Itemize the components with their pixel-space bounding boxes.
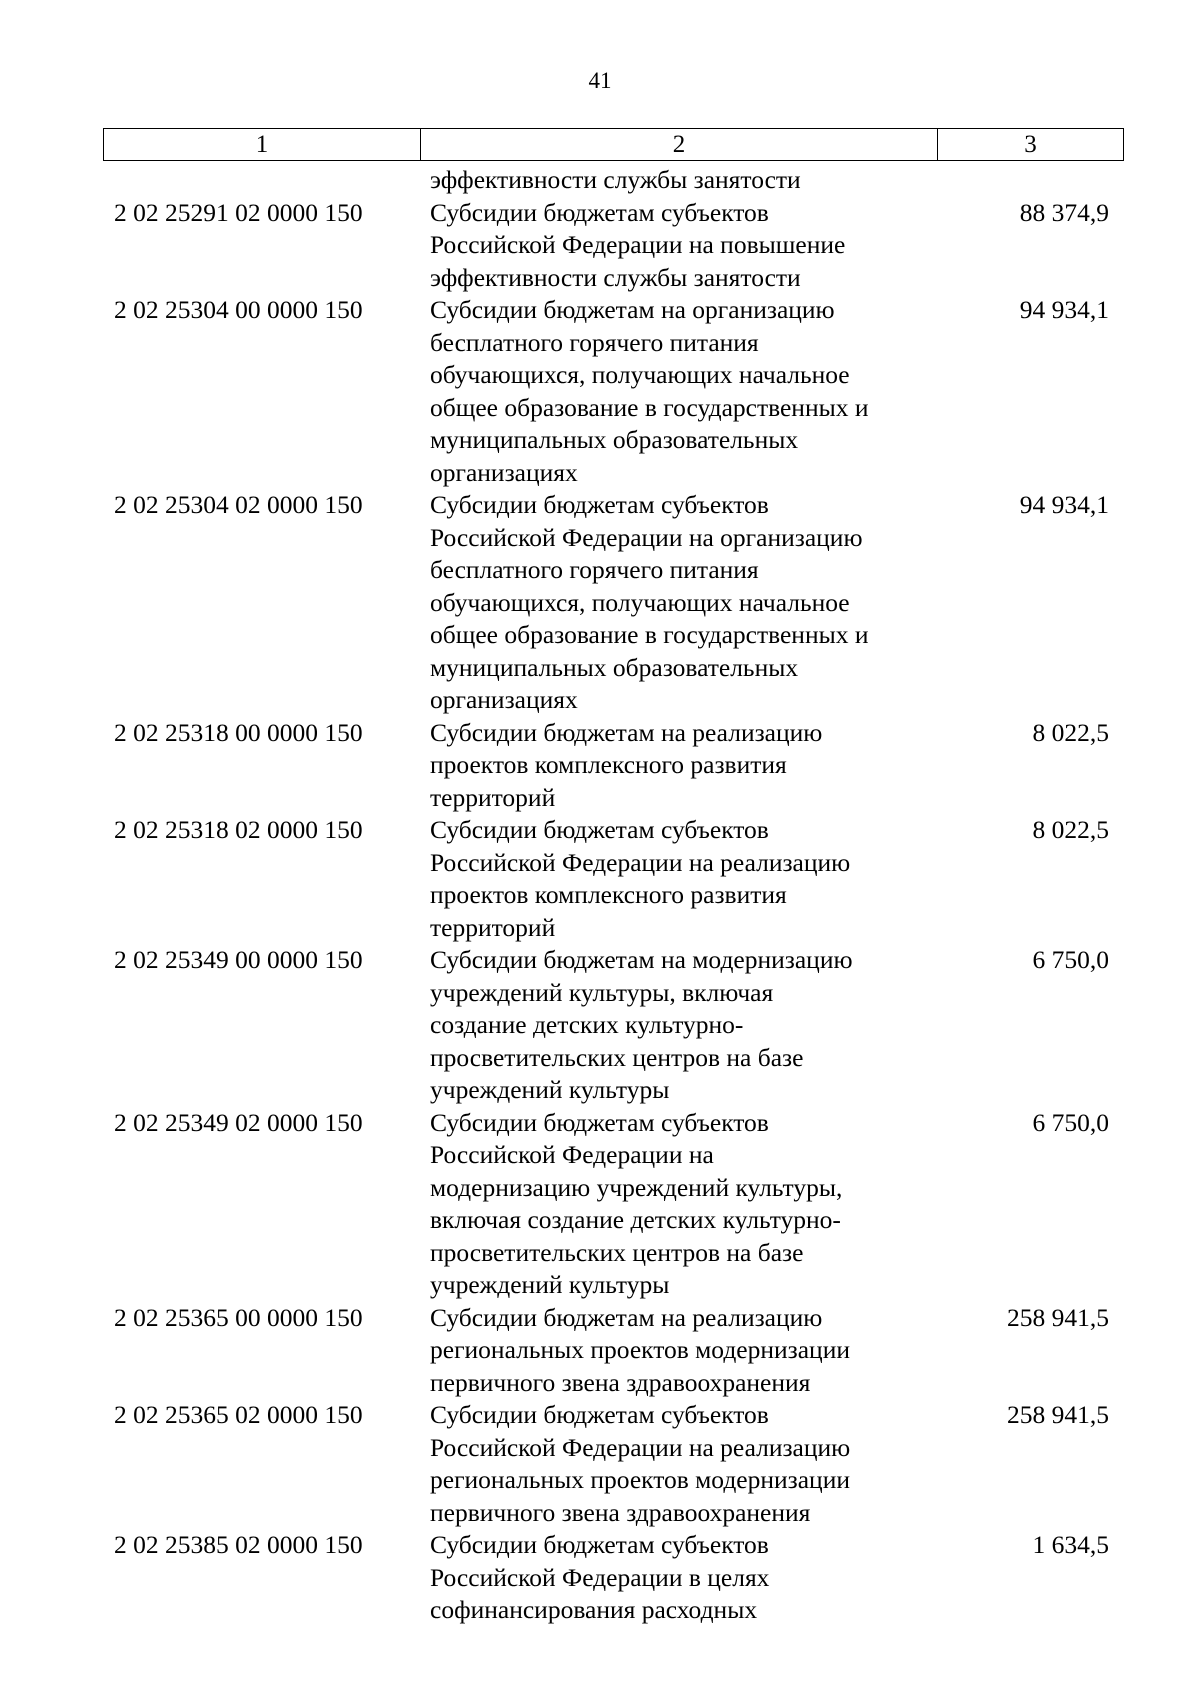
table-row bbox=[103, 1302, 1120, 1400]
description-line: Субсидии бюджетам субъектов bbox=[430, 815, 769, 844]
description-line: муниципальных образовательных bbox=[430, 652, 799, 682]
amount: 258 941,5 bbox=[1007, 1302, 1109, 1332]
description-line: создание детских культурно- bbox=[430, 1010, 744, 1039]
table-row bbox=[103, 489, 1120, 717]
table-row bbox=[103, 1399, 1120, 1529]
description bbox=[419, 1107, 935, 1302]
description-line: бесплатного горячего питания bbox=[430, 327, 759, 357]
budget-code: 2 02 25365 02 0000 150 bbox=[114, 1400, 363, 1429]
amount: 6 750,0 bbox=[1032, 1107, 1109, 1137]
description bbox=[419, 1399, 935, 1529]
description-line: Субсидии бюджетам субъектов bbox=[430, 197, 769, 227]
description bbox=[419, 197, 935, 295]
description-line: эффективности службы занятости bbox=[430, 262, 801, 292]
description-line: учреждений культуры bbox=[430, 1270, 670, 1299]
amount: 88 374,9 bbox=[1019, 197, 1109, 227]
budget-code: 2 02 25318 02 0000 150 bbox=[114, 815, 363, 844]
description bbox=[419, 717, 935, 815]
description-line: Российской Федерации на организацию bbox=[430, 522, 863, 552]
description-line: софинансирования расходных bbox=[430, 1595, 758, 1624]
description-line: Субсидии бюджетам на модернизацию bbox=[430, 945, 853, 974]
description bbox=[419, 1302, 935, 1400]
table-row bbox=[103, 814, 1120, 944]
header-col-3: 3 bbox=[938, 129, 1124, 161]
description-line: первичного звена здравоохранения bbox=[430, 1497, 811, 1527]
description-line: Российской Федерации на реализацию bbox=[430, 1432, 851, 1462]
description-line: Субсидии бюджетам на реализацию bbox=[430, 1302, 823, 1332]
table-row bbox=[103, 944, 1120, 1107]
budget-code: 2 02 25304 00 0000 150 bbox=[114, 295, 363, 324]
description-line: просветительских центров на базе bbox=[430, 1042, 804, 1072]
description bbox=[419, 944, 935, 1107]
description-line: Субсидии бюджетам на реализацию bbox=[430, 717, 823, 747]
table-header bbox=[103, 128, 1124, 161]
description-line: просветительских центров на базе bbox=[430, 1237, 804, 1267]
description-line: муниципальных образовательных bbox=[430, 425, 799, 454]
table-row bbox=[103, 1529, 1120, 1627]
description-line: включая создание детских культурно- bbox=[430, 1205, 841, 1234]
amount: 6 750,0 bbox=[1032, 945, 1109, 974]
table-row bbox=[103, 164, 1120, 197]
description-line: обучающихся, получающих начальное bbox=[430, 587, 850, 617]
description-line: первичного звена здравоохранения bbox=[430, 1367, 811, 1397]
description-line: организациях bbox=[430, 457, 578, 487]
budget-code: 2 02 25349 00 0000 150 bbox=[114, 945, 363, 974]
description-line: организациях bbox=[430, 685, 578, 714]
budget-code: 2 02 25304 02 0000 150 bbox=[114, 490, 363, 519]
description bbox=[419, 489, 935, 717]
header-col-2: 2 bbox=[421, 129, 938, 161]
description-line: Российской Федерации на bbox=[430, 1140, 714, 1169]
description-line: модернизацию учреждений культуры, bbox=[430, 1172, 843, 1202]
description-line: региональных проектов модернизации bbox=[430, 1465, 850, 1494]
budget-code bbox=[103, 164, 419, 197]
table-row bbox=[103, 717, 1120, 815]
budget-code: 2 02 25291 02 0000 150 bbox=[114, 197, 363, 227]
description-line: региональных проектов модернизации bbox=[430, 1335, 850, 1364]
amount: 1 634,5 bbox=[1032, 1530, 1109, 1559]
description-line: бесплатного горячего питания bbox=[430, 555, 759, 584]
amount: 8 022,5 bbox=[1032, 717, 1109, 747]
description-line: эффективности службы занятости bbox=[430, 165, 801, 194]
description-line: территорий bbox=[430, 912, 556, 942]
description bbox=[419, 294, 935, 489]
description-line: Субсидии бюджетам субъектов bbox=[430, 1530, 769, 1559]
description-line: учреждений культуры, включая bbox=[430, 977, 774, 1007]
amount: 258 941,5 bbox=[1007, 1400, 1109, 1429]
description-line: учреждений культуры bbox=[430, 1075, 670, 1104]
description bbox=[419, 814, 935, 944]
budget-code: 2 02 25385 02 0000 150 bbox=[114, 1530, 363, 1559]
amount: 94 934,1 bbox=[1019, 490, 1109, 519]
description-line: проектов комплексного развития bbox=[430, 750, 787, 779]
table-row bbox=[103, 197, 1120, 295]
description-line: обучающихся, получающих начальное bbox=[430, 360, 850, 389]
description-line: территорий bbox=[430, 782, 556, 812]
description bbox=[419, 164, 935, 197]
description bbox=[419, 1529, 935, 1627]
description-line: Российской Федерации на повышение bbox=[430, 230, 846, 259]
budget-code: 2 02 25349 02 0000 150 bbox=[114, 1107, 363, 1137]
description-line: Российской Федерации на реализацию bbox=[430, 847, 851, 877]
table-row bbox=[103, 1107, 1120, 1302]
description-line: Субсидии бюджетам субъектов bbox=[430, 1400, 769, 1429]
description-line: Субсидии бюджетам субъектов bbox=[430, 1107, 769, 1137]
description-line: Российской Федерации в целях bbox=[430, 1562, 770, 1592]
page-number: 41 bbox=[588, 68, 612, 93]
budget-code: 2 02 25365 00 0000 150 bbox=[114, 1302, 363, 1332]
amount: 8 022,5 bbox=[1032, 815, 1109, 844]
description-line: проектов комплексного развития bbox=[430, 880, 787, 909]
budget-code: 2 02 25318 00 0000 150 bbox=[114, 717, 363, 747]
amount bbox=[935, 164, 1120, 197]
header-col-1: 1 bbox=[104, 129, 421, 161]
table-body bbox=[103, 164, 1120, 1627]
description-line: Субсидии бюджетам субъектов bbox=[430, 490, 769, 519]
description-line: общее образование в государственных и bbox=[430, 392, 869, 422]
description-line: общее образование в государственных и bbox=[430, 620, 869, 649]
table-row bbox=[103, 294, 1120, 489]
amount: 94 934,1 bbox=[1019, 295, 1109, 324]
description-line: Субсидии бюджетам на организацию bbox=[430, 295, 835, 324]
